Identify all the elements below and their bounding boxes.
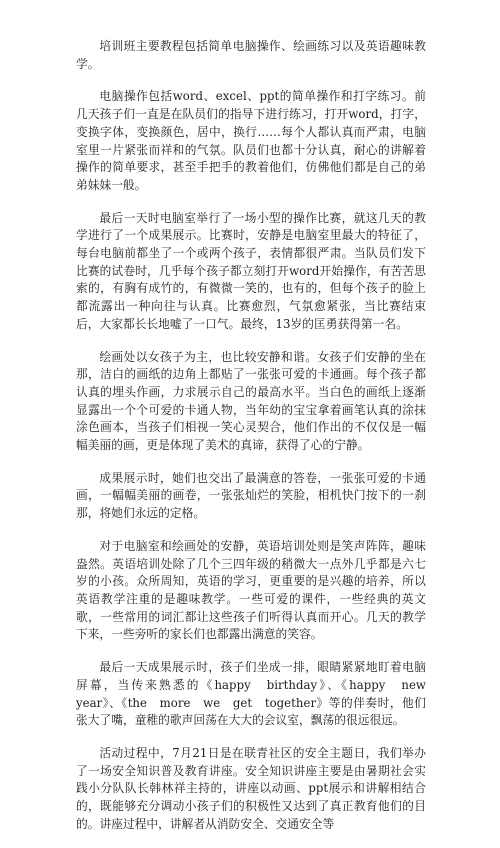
paragraph-english: 对于电脑室和绘画处的安静，英语培训处则是笑声阵阵，趣味盎然。英语培训处除了几个三四年级的稍微大一点外几乎都是六七岁的小孩。众所周知，英语的学习，更重要的是兴趣的培养，所以英语教学注重的是趣味教学。一些可爱的课件，一些经典的英文歌，一些常用的词汇都让这些孩子们听得认真而开心。几天的教学下来，一些旁听的家长们也都露出满意的笑容。 — [76, 538, 426, 642]
paragraph-intro: 培训班主要教程包括简单电脑操作、绘画练习以及英语趣味教学。 — [76, 39, 426, 71]
paragraph-painting-showcase: 成果展示时，她们也交出了最满意的答卷，一张张可爱的卡通画，一幅幅美丽的画卷，一张张灿烂的笑脸，相机快门按下的一刹那，将她们永远的定格。 — [76, 470, 426, 521]
paragraph-safety-lecture: 活动过程中，7月21日是在联青社区的安全主题日，我们举办了一场安全知识普及教育讲座。安全知识讲座主要是由暑期社会实践小分队队长韩林祥主持的，讲座以动画、ppt展示和讲解相结合的，既能够充分调动小孩子们的积极性又达到了真正教育他们的目的。讲座过程中，讲解者从消防安全、交通安全等 — [76, 745, 426, 831]
paragraph-computer-operation: 电脑操作包括word、excel、ppt的简单操作和打字练习。前几天孩子们一直是在队员们的指导下进行练习，打开word，打字，变换字体，变换颜色，居中，换行……每个人都认真而严肃，电脑室里一片紧张而祥和的气氛。队员们也都十分认真，耐心的讲解着操作的简单要求，甚至手把手的教着他们，仿佛他们都是自己的弟弟妹妹一般。 — [76, 89, 426, 192]
paragraph-painting: 绘画处以女孩子为主，也比较安静和谐。女孩子们安静的坐在那，洁白的画纸的边角上都贴了一张张可爱的卡通画。每个孩子都认真的埋头作画，力求展示自己的最高水平。当白色的画纸上逐渐显露出一个个可爱的卡通人物，当年幼的宝宝拿着画笔认真的涂抹涂色画本，当孩子们相视一笑心灵契合，他们作出的不仅仅是一幅幅美丽的画，更是体现了美术的真谛，获得了心的宁静。 — [76, 349, 426, 453]
article-body — [76, 38, 438, 848]
paragraph-computer-contest: 最后一天时电脑室举行了一场小型的操作比赛，就这几天的教学进行了一个成果展示。比赛时，安静是电脑室里最大的特征了，每台电脑前都坐了一个或两个孩子，表情都很严肃。当队员们发下比赛的试卷时，几乎每个孩子都立刻打开word开始操作，有苦苦思索的，有胸有成竹的，有微微一笑的，也有的，但每个孩子的脸上都流露出一种向往与认真。比赛愈烈，气氛愈紧张，当比赛结束后，大家都长长地嘘了一口气。最终，13岁的匡勇获得第一名。 — [76, 210, 426, 331]
paragraph-english-showcase: 最后一天成果展示时，孩子们坐成一排，眼睛紧紧地盯着电脑屏幕，当传来熟悉的《happy birthday》、《happy new year》、《the more we get together》等的伴奏时，他们张大了嘴，童稚的歌声回荡在大大的会议室，飘荡的很远很远。 — [76, 660, 438, 728]
